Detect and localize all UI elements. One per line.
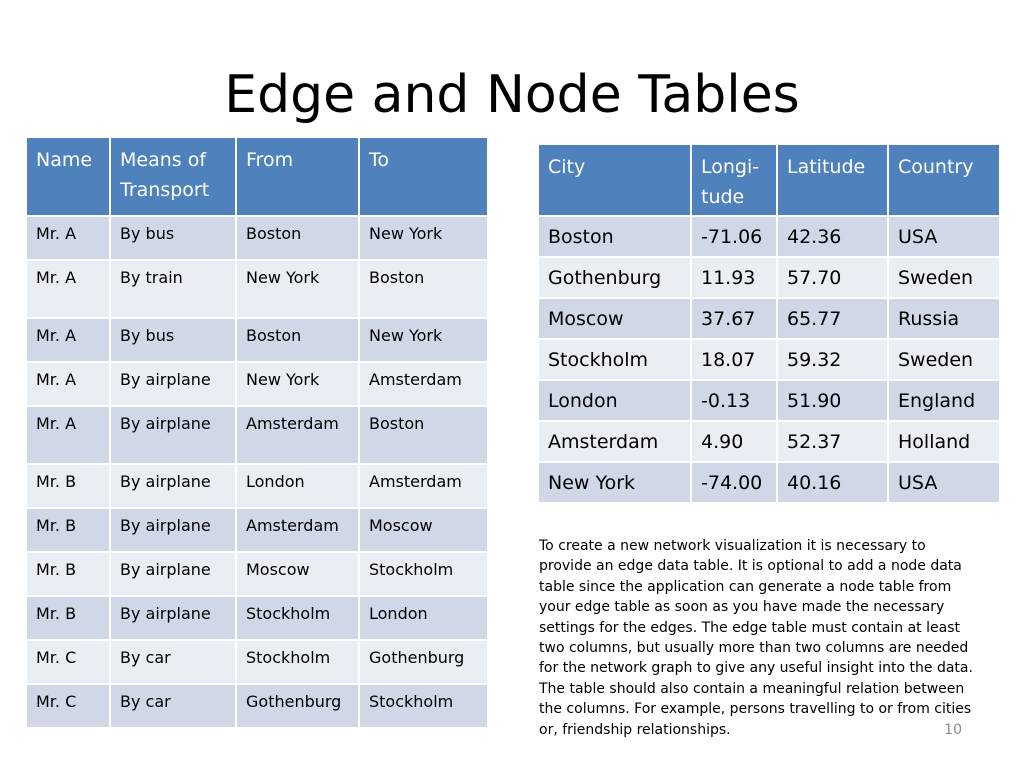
edge-header-name: Name xyxy=(26,137,110,216)
table-row xyxy=(538,339,1000,380)
node-cell: 59.32 xyxy=(777,339,888,380)
node-cell: -0.13 xyxy=(691,380,777,421)
node-cell: New York xyxy=(538,462,691,503)
page-number: 10 xyxy=(944,722,962,738)
node-cell: 65.77 xyxy=(777,298,888,339)
node-header-city: City xyxy=(538,144,691,216)
edge-cell: By airplane xyxy=(110,362,236,406)
edge-cell: London xyxy=(359,596,488,640)
edge-cell: Moscow xyxy=(359,508,488,552)
edge-cell: New York xyxy=(359,216,488,260)
edge-cell: Amsterdam xyxy=(236,508,359,552)
edge-cell: By airplane xyxy=(110,596,236,640)
edge-cell: London xyxy=(236,464,359,508)
node-cell: 4.90 xyxy=(691,421,777,462)
description-paragraph: To create a new network visualization it is necessary to provide an edge data table. It is optional to add a node data table since the application can generate a node table from your edge table as soon as you have made the necessary settings for the edges. The edge table must contain at least two columns, but usually more than two columns are needed for the network graph to give any useful insight into the data. The table should also contain a meaningful relation between the columns. For example, persons travelling to or from cities or, friendship relationships. xyxy=(539,538,973,738)
edge-cell: Boston xyxy=(359,406,488,464)
edge-cell: Mr. C xyxy=(26,684,110,728)
node-cell: 57.70 xyxy=(777,257,888,298)
slide-title: Edge and Node Tables xyxy=(224,65,800,125)
edge-cell: By airplane xyxy=(110,508,236,552)
table-row xyxy=(26,464,488,508)
table-row xyxy=(538,462,1000,503)
node-header-longitude: Longi-tude xyxy=(691,144,777,216)
node-cell: 52.37 xyxy=(777,421,888,462)
table-row xyxy=(538,298,1000,339)
edge-cell: Mr. B xyxy=(26,596,110,640)
edge-cell: Amsterdam xyxy=(359,464,488,508)
edge-cell: Mr. B xyxy=(26,552,110,596)
node-cell: Amsterdam xyxy=(538,421,691,462)
edge-cell: By car xyxy=(110,640,236,684)
edge-header-from: From xyxy=(236,137,359,216)
edge-table-header-row xyxy=(26,137,488,216)
edge-cell: Gothenburg xyxy=(236,684,359,728)
table-row xyxy=(26,260,488,318)
edge-cell: By airplane xyxy=(110,464,236,508)
edge-cell: Amsterdam xyxy=(236,406,359,464)
table-row xyxy=(26,596,488,640)
table-row xyxy=(26,216,488,260)
node-header-country: Country xyxy=(888,144,1000,216)
edge-table xyxy=(25,136,489,729)
edge-cell: By car xyxy=(110,684,236,728)
edge-cell: Amsterdam xyxy=(359,362,488,406)
edge-cell: Boston xyxy=(236,318,359,362)
table-row xyxy=(538,380,1000,421)
edge-cell: Stockholm xyxy=(236,596,359,640)
edge-cell: Mr. B xyxy=(26,508,110,552)
node-cell: Russia xyxy=(888,298,1000,339)
edge-cell: By airplane xyxy=(110,406,236,464)
table-row xyxy=(538,216,1000,257)
node-cell: Gothenburg xyxy=(538,257,691,298)
node-cell: Holland xyxy=(888,421,1000,462)
node-cell: 42.36 xyxy=(777,216,888,257)
edge-cell: New York xyxy=(359,318,488,362)
node-cell: 11.93 xyxy=(691,257,777,298)
edge-cell: Stockholm xyxy=(236,640,359,684)
node-table-header-row xyxy=(538,144,1000,216)
node-cell: 18.07 xyxy=(691,339,777,380)
node-cell: 37.67 xyxy=(691,298,777,339)
table-row xyxy=(26,362,488,406)
table-row xyxy=(26,318,488,362)
edge-cell: Mr. A xyxy=(26,362,110,406)
edge-cell: New York xyxy=(236,362,359,406)
node-cell: London xyxy=(538,380,691,421)
node-cell: Sweden xyxy=(888,257,1000,298)
edge-cell: Mr. A xyxy=(26,216,110,260)
table-row xyxy=(26,508,488,552)
node-cell: -71.06 xyxy=(691,216,777,257)
node-cell: 40.16 xyxy=(777,462,888,503)
edge-cell: By bus xyxy=(110,216,236,260)
table-row xyxy=(26,552,488,596)
edge-cell: By bus xyxy=(110,318,236,362)
edge-cell: Mr. C xyxy=(26,640,110,684)
node-cell: Stockholm xyxy=(538,339,691,380)
node-cell: Sweden xyxy=(888,339,1000,380)
node-cell: USA xyxy=(888,462,1000,503)
table-row xyxy=(26,684,488,728)
node-table xyxy=(537,143,1001,504)
edge-cell: Mr. A xyxy=(26,318,110,362)
edge-cell: Mr. A xyxy=(26,406,110,464)
edge-cell: Boston xyxy=(236,216,359,260)
edge-cell: Stockholm xyxy=(359,684,488,728)
edge-header-means-of-transport: Means of Transport xyxy=(110,137,236,216)
node-cell: -74.00 xyxy=(691,462,777,503)
edge-cell: Gothenburg xyxy=(359,640,488,684)
node-header-latitude: Latitude xyxy=(777,144,888,216)
edge-cell: New York xyxy=(236,260,359,318)
node-cell: Boston xyxy=(538,216,691,257)
node-cell: 51.90 xyxy=(777,380,888,421)
node-cell: England xyxy=(888,380,1000,421)
table-row xyxy=(538,421,1000,462)
table-row xyxy=(26,640,488,684)
node-cell: USA xyxy=(888,216,1000,257)
edge-cell: By train xyxy=(110,260,236,318)
edge-header-to: To xyxy=(359,137,488,216)
edge-cell: By airplane xyxy=(110,552,236,596)
node-cell: Moscow xyxy=(538,298,691,339)
table-row xyxy=(538,257,1000,298)
table-row xyxy=(26,406,488,464)
edge-cell: Mr. A xyxy=(26,260,110,318)
edge-cell: Stockholm xyxy=(359,552,488,596)
edge-cell: Moscow xyxy=(236,552,359,596)
edge-cell: Mr. B xyxy=(26,464,110,508)
edge-cell: Boston xyxy=(359,260,488,318)
